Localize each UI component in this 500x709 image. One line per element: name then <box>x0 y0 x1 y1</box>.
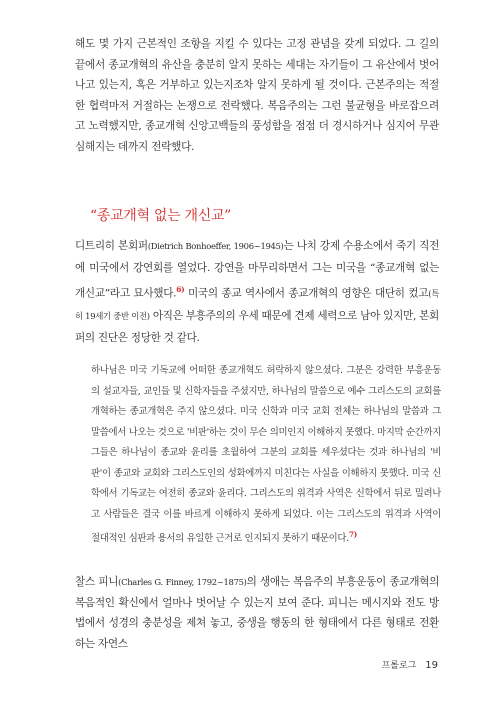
page-footer <box>382 658 438 671</box>
running-footer-label: 프롤로그 <box>381 661 417 671</box>
finney-paragraph <box>75 572 439 654</box>
block-quote <box>91 361 441 550</box>
bonhoeffer-name: 디트리히 본회퍼 <box>75 240 148 252</box>
bonhoeffer-paragraph <box>75 235 439 349</box>
paragraph-text: 아직은 부흥주의의 우세 때문에 견제 세력으로 남아 있지만, 본회퍼의 진단은 정당한 것 같다. <box>75 309 439 344</box>
paragraph-text: 는 나치 강제 수용소에서 죽기 직전에 미국에서 강연회를 열었다. 강연을 마무리하면서 그는 미국을 “종교개혁 없는 개신교”라고 묘사했다. <box>75 240 440 300</box>
paragraph-text: 의 생애는 복음주의 부흥운동이 종교개혁의 복음적인 확신에서 얼마나 벗어날 수 있는지 보여 준다. 피니는 메시지와 전도 방법에서 성경의 충분성을 제쳐 놓고, 중생을 행동의 한 형태에서 다른 형태로 전환하는 자연스 <box>75 576 440 650</box>
bonhoeffer-dates: (Dietrich Bonhoeffer, 1906~1945) <box>147 241 284 251</box>
quote-text: 하나님은 미국 기독교에 어떠한 종교개혁도 허락하지 않으셨다. 그분은 강력한 부흥운동의 설교자들, 교인들 및 신학자들을 주셨지만, 하나님의 말씀으로 예수 그리스도의 교회를 개혁하는 종교개혁은 주지 않으셨다. 미국 신학과 미국 교회 전체는 하나님의 말씀과 그 말씀에서 나오는 것으로 '비판'하는 것이 무슨 의미인지 이해하지 못했다. 마지막 순간까지 그들은 하나님이 종교와 윤리를 초월하여 그분의 교회를 세우셨다는 것과 하나님의 '비판'이 종교와 교회와 그리스도인의 성화에까지 미친다는 사실을 이해하지 못했다. 미국 신학에서 기독교는 여전히 종교와 윤리다. 그리스도의 위격과 사역은 신학에서 뒤로 밀려나고 사람들은 결국 이를 바르게 이해하지 못하게 되었다. 이는 그리스도의 위격과 사역이 절대적인 심판과 용서의 유일한 근거로 인지되지 못하기 때문이다. <box>91 365 441 545</box>
footnote-marker: 6) <box>176 285 185 294</box>
footnote-marker: 7) <box>348 530 358 539</box>
section-heading: “종교개혁 없는 개신교” <box>90 208 232 224</box>
opening-paragraph: 해도 몇 가지 근본적인 조항을 지킬 수 있다는 고정 관념을 갖게 되었다. 그 길의 끝에서 종교개혁의 유산을 충분히 알지 못하는 세대는 자기들이 그 유산에서 벗어나고 있는지, 혹은 거부하고 있는지조차 알지 못하게 될 것이다. 근본주의는 적절한 협력마저 거절하는 논쟁으로 전락했다. 복음주의는 그런 불균형을 바로잡으려고 노력했지만, 종교개혁 신앙고백들의 풍성함을 점점 더 경시하거나 심지어 무관심해지는 데까지 전락했다. <box>75 38 439 153</box>
period-note: (특히 19세기 중반 이전) <box>75 288 439 321</box>
page-number: 19 <box>425 660 438 671</box>
paragraph-text: 미국의 종교 역사에서 종교개혁의 영향은 대단히 컸고 <box>184 287 429 300</box>
finney-dates: (Charles G. Finney, 1792~1875) <box>118 577 247 587</box>
finney-name: 찰스 피니 <box>75 576 119 588</box>
